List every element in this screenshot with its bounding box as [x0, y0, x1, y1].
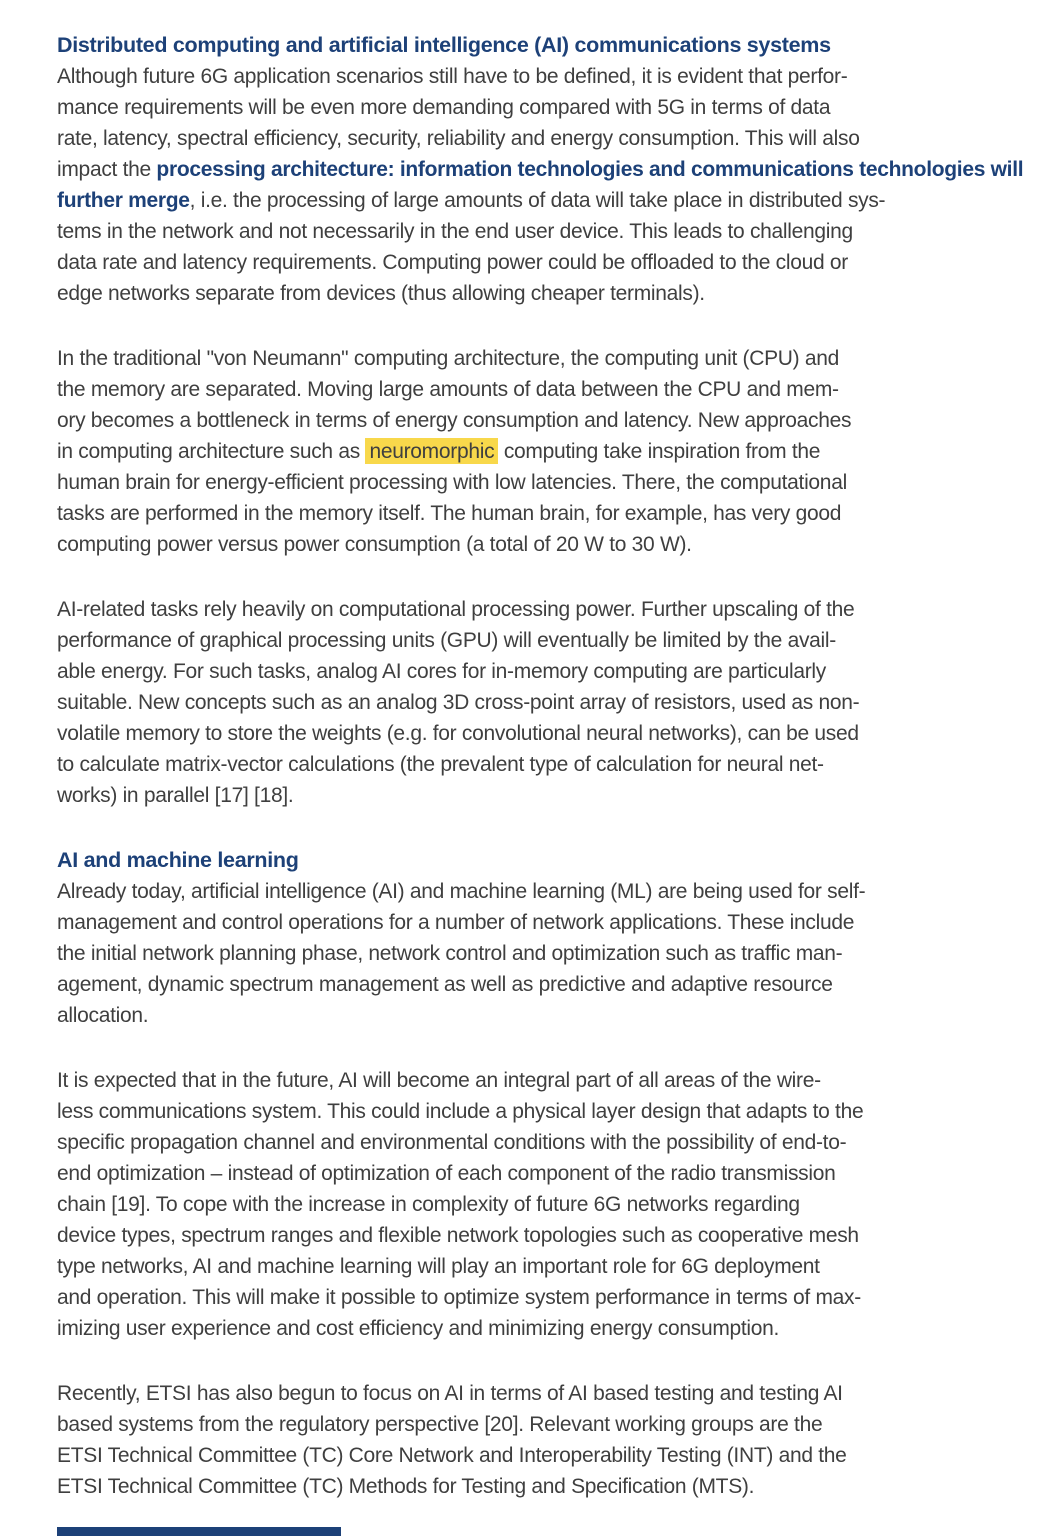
text-line: [57, 718, 1015, 749]
text-line: [57, 436, 1015, 467]
paragraph-ai-related-tasks: [57, 594, 1015, 811]
text-line: [57, 467, 1015, 498]
text-line: [57, 343, 1015, 374]
text-run: agement, dynamic spectrum management as well as predictive and adaptive resource: [57, 973, 833, 996]
text-line: [57, 656, 1015, 687]
text-run: and operation. This will make it possible to optimize system performance in terms of max-: [57, 1286, 861, 1309]
text-line: [57, 92, 1015, 123]
text-line: [57, 216, 1015, 247]
text-line: [57, 749, 1015, 780]
paragraph-von-neumann: [57, 343, 1015, 560]
text-run: imizing user experience and cost efficiency and minimizing energy consumption.: [57, 1317, 780, 1340]
text-line: [57, 498, 1015, 529]
text-line: [57, 1313, 1015, 1344]
heading-ai-and-machine-learning: AI and machine learning: [57, 848, 299, 872]
text-line: [57, 61, 1015, 92]
text-run: works) in parallel [17] [18].: [57, 784, 294, 807]
text-line: [57, 1189, 1015, 1220]
paragraph-ai-integral-part: [57, 1065, 1015, 1344]
text-line: [57, 1440, 1015, 1471]
text-run: performance of graphical processing units (GPU) will eventually be limited by the avail-: [57, 629, 836, 652]
text-line: [57, 938, 1015, 969]
text-run: allocation.: [57, 1004, 149, 1027]
text-line: [57, 907, 1015, 938]
text-line: [57, 1251, 1015, 1282]
text-run: the initial network planning phase, network control and optimization such as traffic man-: [57, 942, 843, 965]
text-run: computing power versus power consumption (a total of 20 W to 30 W).: [57, 533, 692, 556]
text-run: rate, latency, spectral efficiency, security, reliability and energy consumption. This will also: [57, 127, 860, 150]
text-line: [57, 374, 1015, 405]
text-run: Although future 6G application scenarios still have to be defined, it is evident that perfor-: [57, 65, 848, 88]
text-line: [57, 1282, 1015, 1313]
text-run: It is expected that in the future, AI will become an integral part of all areas of the wire-: [57, 1069, 821, 1092]
text-run: data rate and latency requirements. Computing power could be offloaded to the cloud or: [57, 251, 848, 274]
text-run: Recently, ETSI has also begun to focus on AI in terms of AI based testing and testing AI: [57, 1382, 843, 1405]
text-line: [57, 1220, 1015, 1251]
text-run: Already today, artificial intelligence (AI) and machine learning (ML) are being used for self-: [57, 880, 866, 903]
text-line: [57, 278, 1015, 309]
emphasis-run: processing architecture: information technologies and communications technologies will: [156, 158, 1024, 181]
text-run: less communications system. This could include a physical layer design that adapts to the: [57, 1100, 864, 1123]
text-run: end optimization – instead of optimization of each component of the radio transmission: [57, 1162, 836, 1185]
text-line: [57, 185, 1015, 216]
text-line: [57, 876, 1015, 907]
text-run: tems in the network and not necessarily in the end user device. This leads to challenging: [57, 220, 853, 243]
text-line: [57, 1158, 1015, 1189]
text-line: [57, 154, 1024, 185]
paragraph-already-today: [57, 876, 1015, 1031]
text-run: computing take inspiration from the: [498, 440, 821, 463]
text-run: management and control operations for a number of network applications. These include: [57, 911, 855, 934]
text-run: device types, spectrum ranges and flexible network topologies such as cooperative mesh: [57, 1224, 859, 1247]
clipped-bottom-bar: [57, 1527, 341, 1536]
text-run: In the traditional "von Neumann" computing architecture, the computing unit (CPU) and: [57, 347, 840, 370]
text-line: [57, 247, 1015, 278]
highlighted-term: neuromorphic: [365, 438, 498, 464]
text-run: the memory are separated. Moving large amounts of data between the CPU and mem-: [57, 378, 839, 401]
text-run: based systems from the regulatory perspective [20]. Relevant working groups are the: [57, 1413, 823, 1436]
text-run: suitable. New concepts such as an analog 3D cross-point array of resistors, used as non-: [57, 691, 860, 714]
text-run: edge networks separate from devices (thus allowing cheaper terminals).: [57, 282, 705, 305]
text-run: chain [19]. To cope with the increase in complexity of future 6G networks regarding: [57, 1193, 800, 1216]
text-run: ETSI Technical Committee (TC) Core Network and Interoperability Testing (INT) and the: [57, 1444, 847, 1467]
text-run: in computing architecture such as: [57, 440, 366, 463]
text-run: AI-related tasks rely heavily on computational processing power. Further upscaling of the: [57, 598, 855, 621]
text-run: volatile memory to store the weights (e.g. for convolutional neural networks), can be used: [57, 722, 859, 745]
text-run: human brain for energy-efficient processing with low latencies. There, the computational: [57, 471, 847, 494]
text-line: [57, 1127, 1015, 1158]
page-content: [57, 30, 1024, 1502]
paragraph-etsi: [57, 1378, 1015, 1502]
text-run: ETSI Technical Committee (TC) Methods for Testing and Specification (MTS).: [57, 1475, 755, 1498]
text-line: [57, 594, 1015, 625]
text-run: tasks are performed in the memory itself. The human brain, for example, has very good: [57, 502, 842, 525]
text-line: [57, 780, 1015, 811]
text-line: [57, 625, 1015, 656]
text-line: [57, 405, 1015, 436]
heading-distributed-computing: Distributed computing and artificial intelligence (AI) communications systems: [57, 33, 831, 57]
text-line: [57, 529, 1015, 560]
text-line: [57, 1378, 1015, 1409]
text-run: , i.e. the processing of large amounts of data will take place in distributed sys-: [189, 189, 886, 212]
text-run: able energy. For such tasks, analog AI cores for in-memory computing are particularly: [57, 660, 826, 683]
text-line: [57, 1065, 1015, 1096]
text-line: [57, 1409, 1015, 1440]
text-line: [57, 687, 1015, 718]
text-run: mance requirements will be even more demanding compared with 5G in terms of data: [57, 96, 831, 119]
text-run: ory becomes a bottleneck in terms of energy consumption and latency. New approaches: [57, 409, 852, 432]
text-line: [57, 1471, 1015, 1502]
text-run: type networks, AI and machine learning will play an important role for 6G deployment: [57, 1255, 820, 1278]
emphasis-run: further merge: [57, 189, 190, 212]
text-run: specific propagation channel and environmental conditions with the possibility of end-to-: [57, 1131, 847, 1154]
paragraph-performance-requirements: [57, 61, 1024, 309]
text-line: [57, 969, 1015, 1000]
text-line: [57, 1096, 1015, 1127]
text-line: [57, 123, 1015, 154]
text-run: to calculate matrix-vector calculations (the prevalent type of calculation for neural net-: [57, 753, 824, 776]
text-run: impact the: [57, 158, 157, 181]
text-line: [57, 1000, 1015, 1031]
